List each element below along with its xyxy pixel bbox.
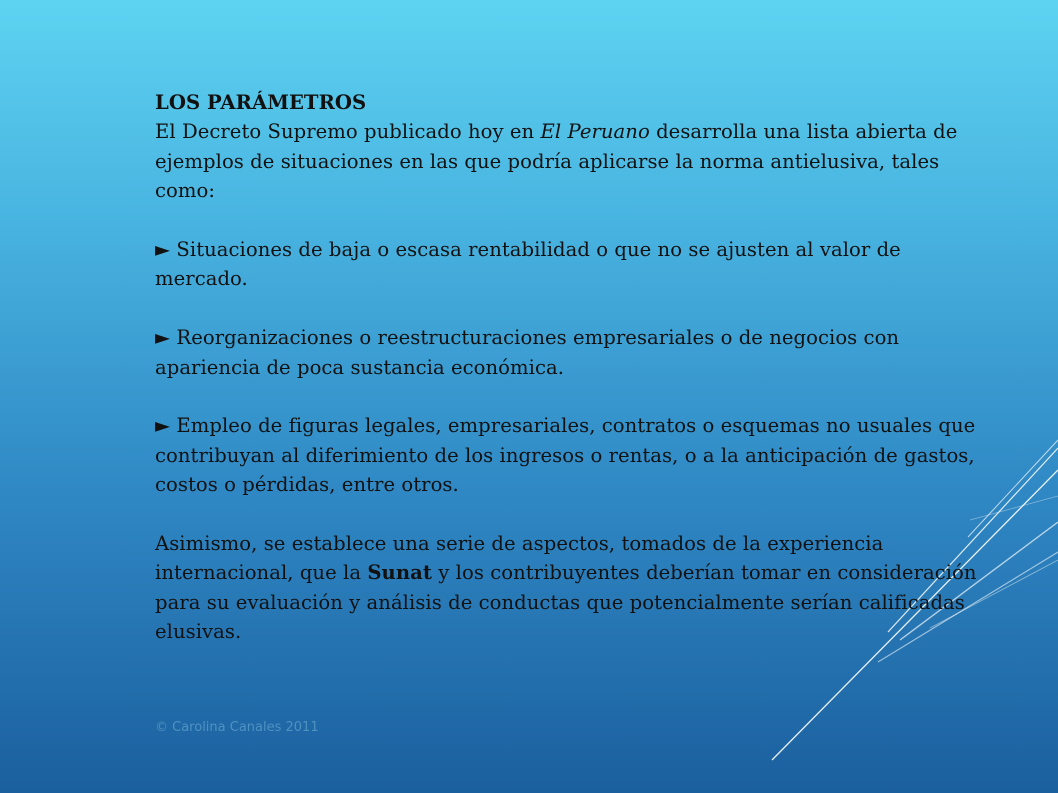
newspaper-name: El Peruano <box>540 120 650 144</box>
intro-text: El Decreto Supremo publicado hoy en <box>155 120 541 144</box>
arrow-bullet-icon: ► <box>155 238 171 262</box>
bullet-text: Situaciones de baja o escasa rentabilidad o que no se ajusten al valor de mercado. <box>155 238 901 291</box>
bullet-text: Empleo de figuras legales, empresariales, contratos o esquemas no usuales que contribuyan al diferimiento de los ingresos o rentas, o a la anticipación de gastos, costos o pérdidas, entre otros. <box>155 414 976 497</box>
bullet-item <box>155 411 985 499</box>
intro-paragraph <box>155 117 985 205</box>
arrow-bullet-icon: ► <box>155 414 171 438</box>
sunat-name: Sunat <box>367 561 432 585</box>
slide-body <box>155 88 985 647</box>
closing-text: Asimismo, se establece una serie de aspectos, tomados de la experiencia internacional, que la <box>155 532 884 585</box>
bullet-item <box>155 235 985 294</box>
bullet-text: Reorganizaciones o reestructuraciones empresariales o de negocios con apariencia de poca sustancia económica. <box>155 326 900 379</box>
closing-paragraph <box>155 529 985 647</box>
closing-text-continued: y los contribuyentes deberían tomar en consideración para su evaluación y análisis de conductas que potencialmente serían calificadas elusivas. <box>155 561 977 644</box>
bullet-item <box>155 323 985 382</box>
slide-heading: LOS PARÁMETROS <box>155 91 367 114</box>
copyright-footer: © Carolina Canales 2011 <box>155 720 319 735</box>
intro-text-continued: desarrolla una lista abierta de ejemplos de situaciones en las que podría aplicarse la norma antielusiva, tales como: <box>155 120 958 203</box>
arrow-bullet-icon: ► <box>155 326 171 350</box>
